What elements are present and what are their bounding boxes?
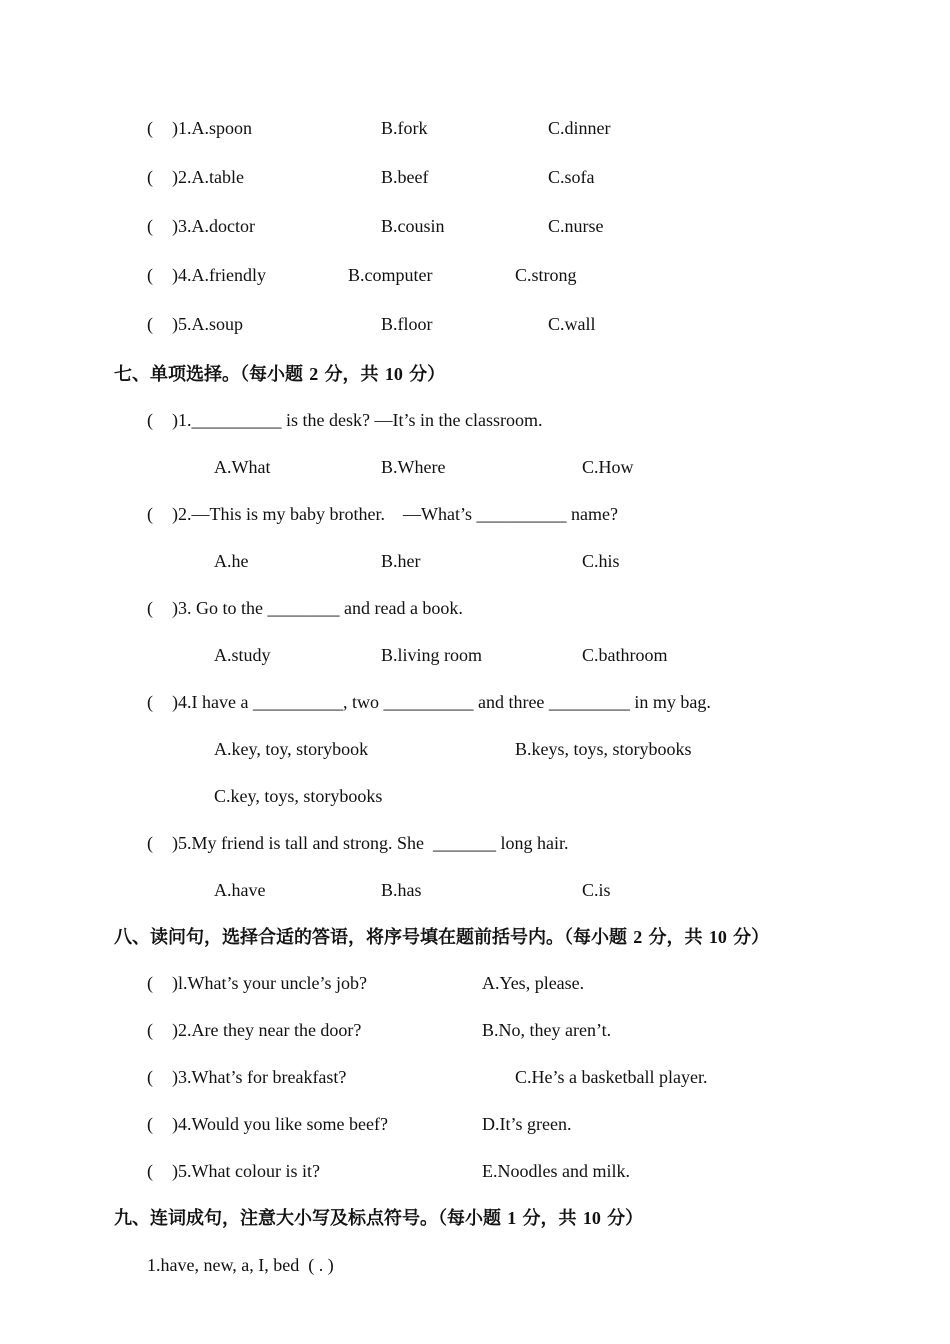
s7-q1: ( )1.__________ is the desk? —It’s in the classroom. [147,410,543,430]
s8-row-4-question: )4.Would you like some beef? [172,1114,388,1134]
s8-row-1-question: )l.What’s your uncle’s job? [172,973,367,993]
s6-row-1-c: C.dinner [548,118,611,138]
s9-q1 [0,1253,950,1277]
s7-q5-b: B.has [381,880,422,900]
s6-row-3-b: B.cousin [381,216,445,236]
s7-title: 七、单项选择。（每小题 2 分，共 10 分） [114,364,446,385]
s6-row-2: ( )2.A.table B.beef C.sofa [147,167,595,187]
s6-row-5: ( )5.A.soup B.floor C.wall [147,314,596,334]
s7-q3-b: B.living room [381,645,483,665]
s9-heading [0,1206,950,1230]
s7-q3-a: A.study [214,645,271,665]
s6-row-2-c: C.sofa [548,167,595,187]
s8-row-3: ( )3.What’s for breakfast? C.He’s a basketball player. [147,1067,708,1087]
s6-row-3-c: C.nurse [548,216,604,236]
s7-q2: ( )2.—This is my baby brother. —What’s __________ name? [147,504,618,524]
s7-q5-c: C.is [582,880,611,900]
s6-row-1-paren: ( [147,118,153,138]
s6-row-4: ( )4.A.friendly B.computer C.strong [147,265,577,285]
s8-row-2-question: )2.Are they near the door? [172,1020,362,1040]
s7-q4-b: B.keys, toys, storybooks [515,739,692,759]
s7-q1-b: B.Where [381,457,446,477]
s7-q2-c: C.his [582,551,620,571]
s6-row-2-a: )2.A.table [172,167,244,187]
s7-q4-c: C.key, toys, storybooks [214,786,383,806]
s6-row-4-c: C.strong [515,265,577,285]
s7-q4-options-ab [0,737,950,761]
s6-row-2-b: B.beef [381,167,429,187]
s7-q5-text: )5.My friend is tall and strong. She _______ long hair. [172,833,569,853]
s8-row-1-answer: A.Yes, please. [482,973,585,993]
s7-q4-a: A.key, toy, storybook [214,739,369,759]
s7-q4: ( )4.I have a __________, two __________ and three _________ in my bag. [147,692,711,712]
s7-q3-c: C.bathroom [582,645,668,665]
s7-q5: ( )5.My friend is tall and strong. She _______ long hair. [147,833,569,853]
s8-row-3-question: )3.What’s for breakfast? [172,1067,347,1087]
s7-q2-options [0,549,950,573]
s7-q3-text: )3. Go to the ________ and read a book. [172,598,463,618]
s9-title: 九、连词成句，注意大小写及标点符号。（每小题 1 分，共 10 分） [114,1208,644,1229]
s6-row-5-b: B.floor [381,314,433,334]
s6-row-5-a: )5.A.soup [172,314,243,334]
s8-row-5: ( )5.What colour is it? E.Noodles and milk. [147,1161,630,1181]
s8-row-5-answer: E.Noodles and milk. [482,1161,630,1181]
s7-q1-a: A.What [214,457,271,477]
s6-row-5-c: C.wall [548,314,596,334]
s7-q4-options-c [0,784,950,808]
s6-row-3-a: )3.A.doctor [172,216,255,236]
s7-heading [0,362,950,386]
s7-q3-options [0,643,950,667]
s8-row-4: ( )4.Would you like some beef? D.It’s green. [147,1114,572,1134]
s7-q1-text: )1.__________ is the desk? —It’s in the classroom. [172,410,543,430]
s7-q2-a: A.he [214,551,249,571]
s7-q2-b: B.her [381,551,421,571]
s7-q1-options [0,455,950,479]
s7-q2-text: )2.—This is my baby brother. —What’s __________ name? [172,504,618,524]
s7-q3: ( )3. Go to the ________ and read a book. [147,598,463,618]
s8-row-2-answer: B.No, they aren’t. [482,1020,612,1040]
s6-row-1-a: )1.A.spoon [172,118,252,138]
s6-row-4-b: B.computer [348,265,433,285]
s8-row-4-answer: D.It’s green. [482,1114,572,1134]
s6-row-1 [0,116,950,140]
s8-heading [0,925,950,949]
s6-row-1-b: B.fork [381,118,428,138]
s7-q5-options [0,878,950,902]
s9-q1-text: 1.have, new, a, I, bed ( . ) [147,1255,334,1275]
s8-title: 八、读问句，选择合适的答语，将序号填在题前括号内。（每小题 2 分，共 10 分） [114,927,770,948]
s7-q1-c: C.How [582,457,634,477]
s8-row-5-question: )5.What colour is it? [172,1161,320,1181]
s6-row-4-a: )4.A.friendly [172,265,266,285]
s8-row-1: ( )l.What’s your uncle’s job? A.Yes, please. [147,973,585,993]
s7-q4-text: )4.I have a __________, two __________ and three _________ in my bag. [172,692,711,712]
s8-row-2: ( )2.Are they near the door? B.No, they aren’t. [147,1020,612,1040]
s6-row-3: ( )3.A.doctor B.cousin C.nurse [147,216,604,236]
s7-q5-a: A.have [214,880,266,900]
s8-row-3-answer: C.He’s a basketball player. [515,1067,708,1087]
